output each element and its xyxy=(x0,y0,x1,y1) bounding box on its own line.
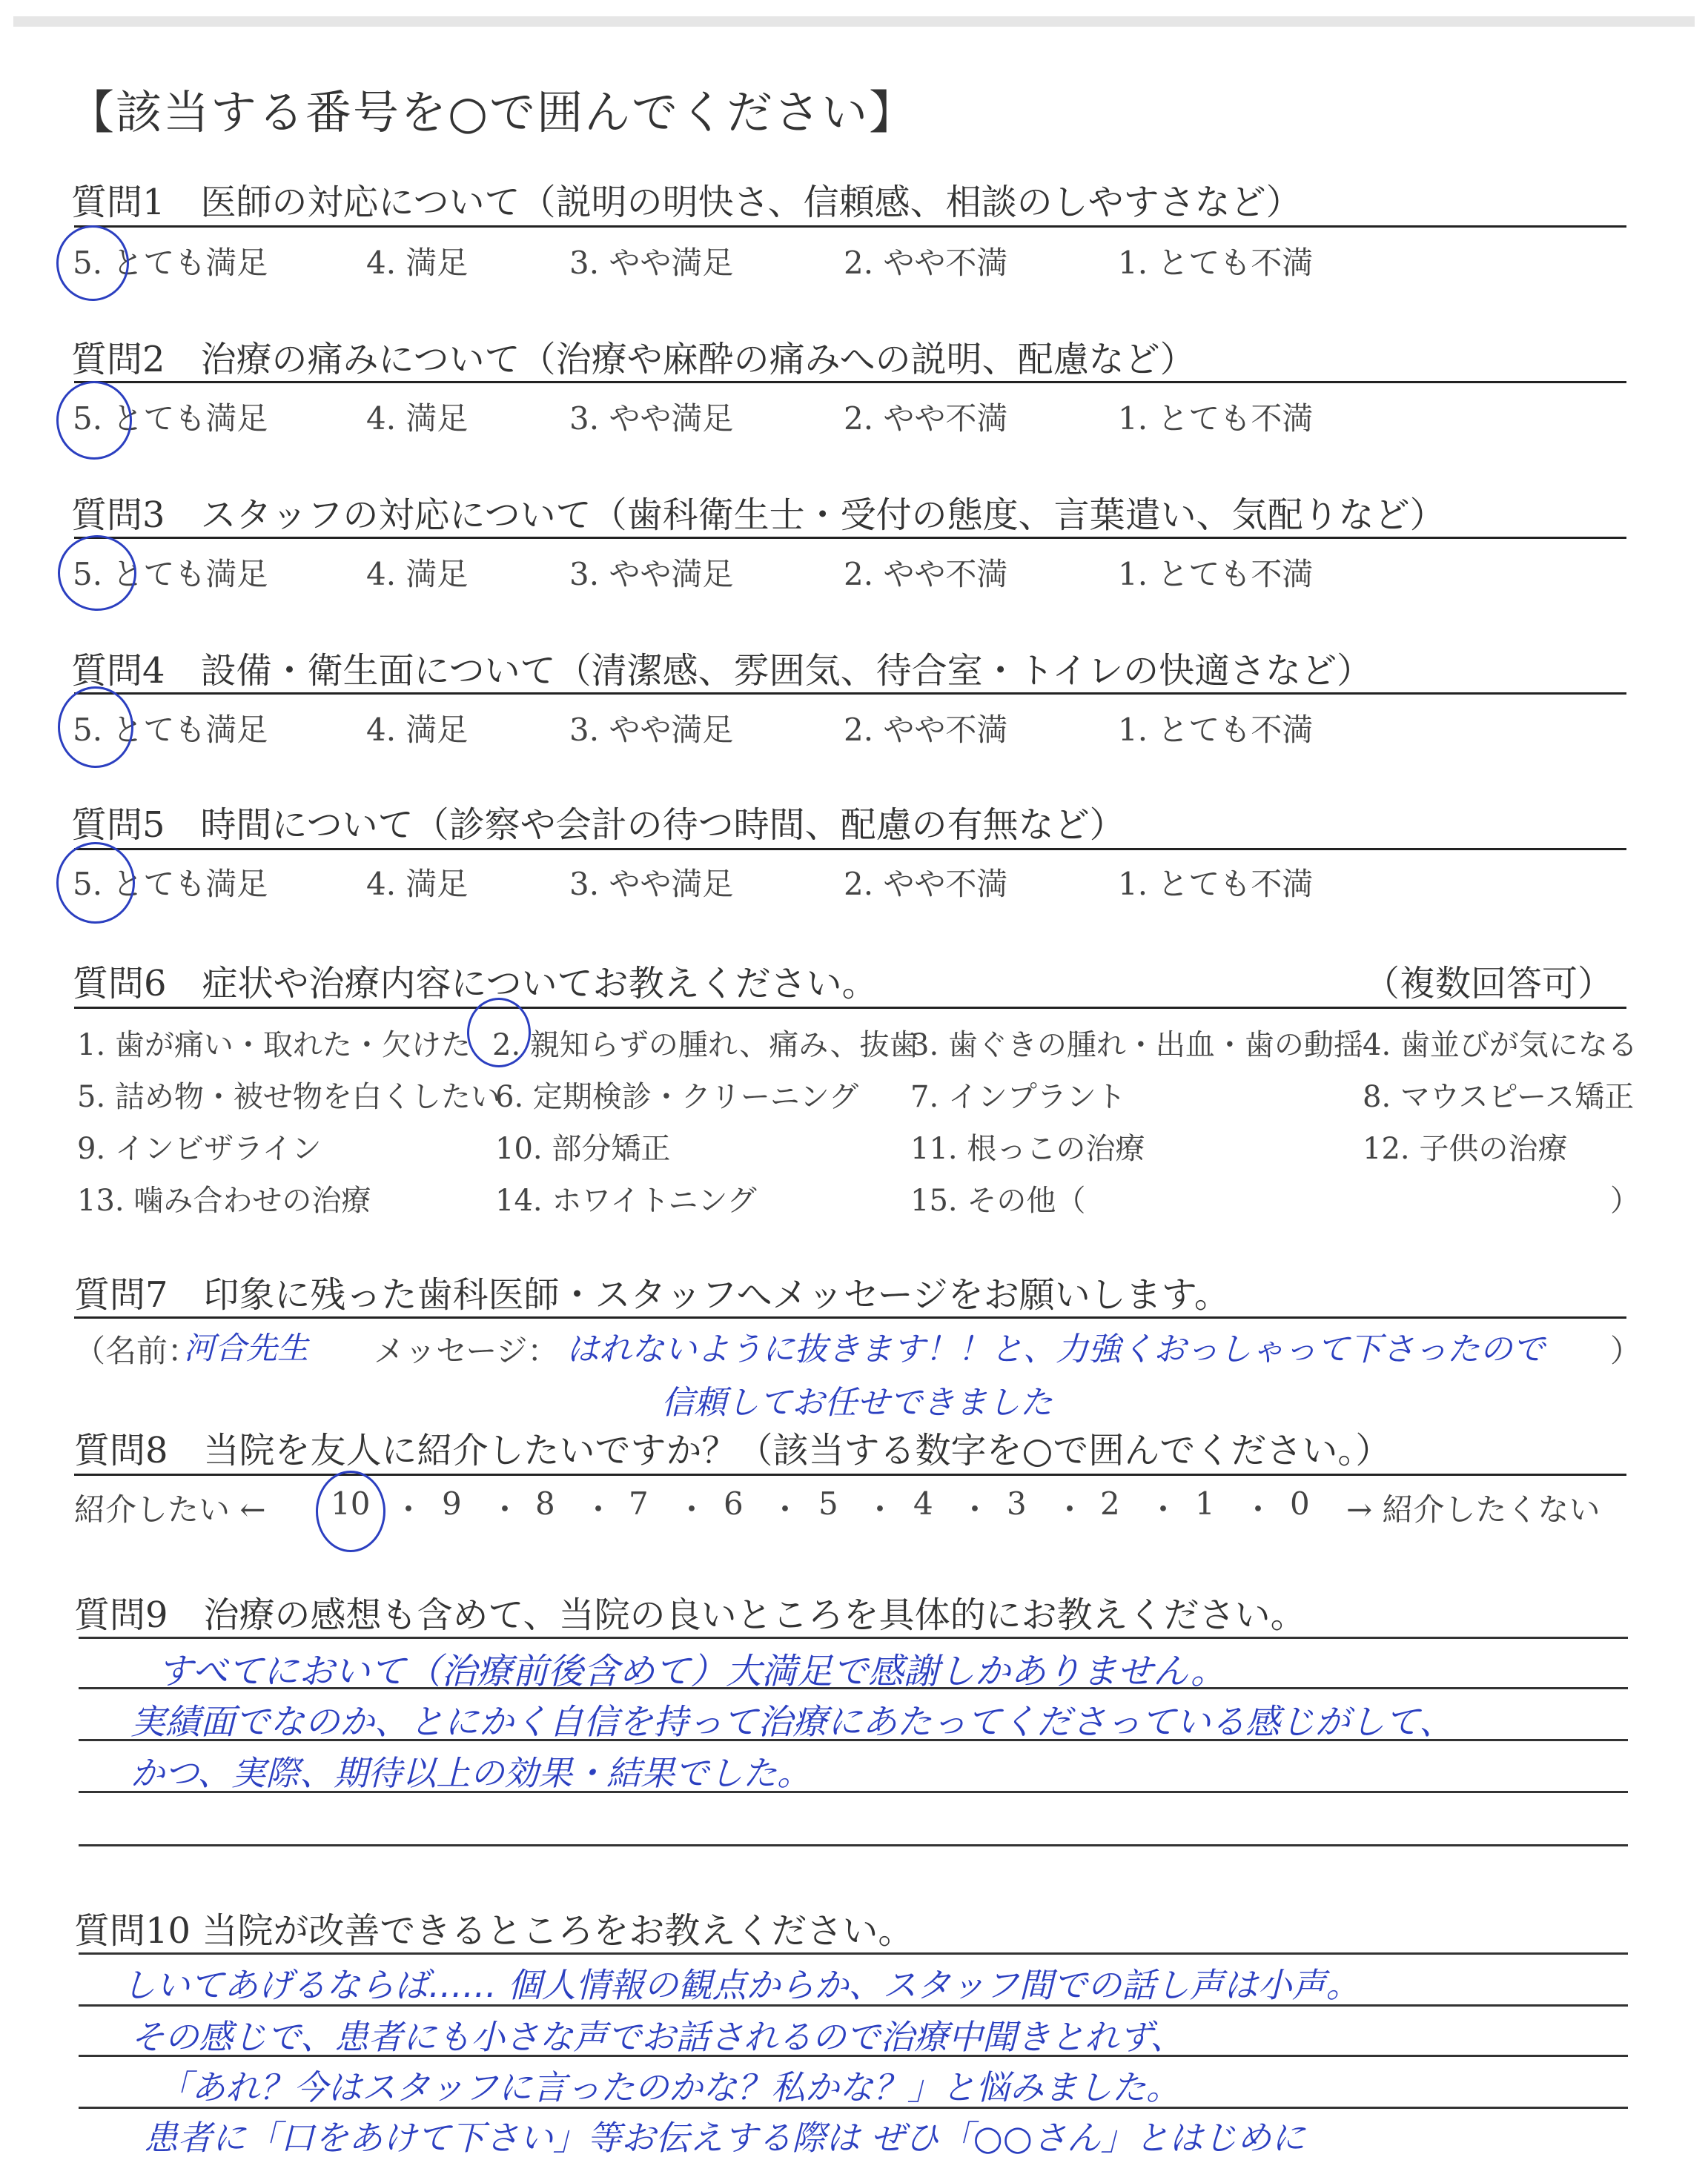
question-title: 質問3 スタッフの対応について（歯科衛生士・受付の態度、言葉遣い、気配りなど） xyxy=(71,494,1446,536)
option-5[interactable]: 5. とても満足 xyxy=(73,712,268,748)
option-2[interactable]: 2. やや不満 xyxy=(844,556,1008,592)
scale-dot: ・ xyxy=(489,1491,521,1528)
recommend-right-label: → 紹介したくない xyxy=(1346,1491,1601,1528)
option-2[interactable]: 2. やや不満 xyxy=(844,866,1008,902)
option-2[interactable]: 2. やや不満 xyxy=(844,245,1008,281)
option-3[interactable]: 3. やや満足 xyxy=(569,245,734,281)
symptom-option[interactable]: 15. その他（ xyxy=(910,1184,1086,1218)
symptom-option[interactable]: 1. 歯が痛い・取れた・欠けた xyxy=(77,1028,471,1062)
question-title: 質問6 症状や治療内容についてお教えください。 xyxy=(73,963,878,1004)
option-2[interactable]: 2. やや不満 xyxy=(844,400,1008,437)
question-title: 質問1 医師の対応について（説明の明快さ、信頼感、相談のしやすさなど） xyxy=(71,182,1302,223)
divider xyxy=(74,692,1626,695)
symptom-option[interactable]: 2. 親知らずの腫れ、痛み、抜歯 xyxy=(492,1028,919,1062)
symptom-option[interactable]: 4. 歯並びが気になる xyxy=(1363,1028,1638,1062)
answer-handwriting-line[interactable]: かつ、実際、期待以上の効果・結果でした。 xyxy=(130,1753,812,1793)
scale-3[interactable]: 3 xyxy=(1007,1485,1027,1522)
answer-circle xyxy=(467,998,531,1067)
scale-dot: ・ xyxy=(393,1491,425,1528)
answer-line xyxy=(79,1637,1628,1639)
message-label: メッセージ： xyxy=(374,1333,559,1369)
divider xyxy=(74,1007,1626,1009)
answer-line xyxy=(79,1844,1628,1846)
option-5[interactable]: 5. とても満足 xyxy=(73,556,268,592)
option-3[interactable]: 3. やや満足 xyxy=(569,556,734,592)
answer-handwriting-line[interactable]: すべてにおいて（治療前後含めて）大満足で感謝しかありません。 xyxy=(157,1651,1226,1692)
question-title: 質問4 設備・衛生面について（清潔感、雰囲気、待合室・トイレの快適さなど） xyxy=(71,650,1373,692)
scale-8[interactable]: 8 xyxy=(535,1485,555,1522)
scale-2[interactable]: 2 xyxy=(1100,1485,1120,1522)
symptom-option[interactable]: 9. インビザライン xyxy=(77,1132,322,1166)
option-5[interactable]: 5. とても満足 xyxy=(73,245,268,281)
question-title: 質問9 治療の感想も含めて、当院の良いところを具体的にお教えください。 xyxy=(74,1594,1306,1636)
option-1[interactable]: 1. とても不満 xyxy=(1118,866,1314,902)
option-3[interactable]: 3. やや満足 xyxy=(569,866,734,902)
recommend-left-label: 紹介したい ← xyxy=(74,1491,266,1528)
scale-dot: ・ xyxy=(1054,1491,1086,1528)
answer-line xyxy=(79,1952,1628,1955)
scale-dot: ・ xyxy=(769,1491,801,1528)
scale-dot: ・ xyxy=(864,1491,896,1528)
scale-9[interactable]: 9 xyxy=(442,1485,462,1522)
question-title: 質問5 時間について（診察や会計の待つ時間、配慮の有無など） xyxy=(71,804,1125,846)
symptom-option[interactable]: 12. 子供の治療 xyxy=(1363,1132,1568,1166)
option-1[interactable]: 1. とても不満 xyxy=(1118,245,1314,281)
answer-handwriting-line[interactable]: その感じで、患者にも小さな声でお話されるので治療中聞きとれず、 xyxy=(130,2017,1185,2057)
divider xyxy=(74,1316,1626,1319)
divider xyxy=(74,381,1626,383)
option-1[interactable]: 1. とても不満 xyxy=(1118,556,1314,592)
option-3[interactable]: 3. やや満足 xyxy=(569,712,734,748)
scale-dot: ・ xyxy=(1242,1491,1274,1528)
answer-circle xyxy=(58,686,133,768)
question-title: 質問8 当院を友人に紹介したいですか？（該当する数字を○で囲んでください。） xyxy=(74,1430,1391,1471)
question-title: 質問2 治療の痛みについて（治療や麻酔の痛みへの説明、配慮など） xyxy=(71,339,1196,380)
scale-7[interactable]: 7 xyxy=(629,1485,649,1522)
option-4[interactable]: 4. 満足 xyxy=(366,400,469,437)
symptom-option[interactable]: 5. 詰め物・被せ物を白くしたい xyxy=(77,1080,500,1114)
symptom-option[interactable]: 7. インプラント xyxy=(910,1080,1126,1114)
scale-dot: ・ xyxy=(1148,1491,1179,1528)
option-4[interactable]: 4. 満足 xyxy=(366,712,469,748)
divider xyxy=(74,225,1626,228)
option-4[interactable]: 4. 満足 xyxy=(366,556,469,592)
symptom-option[interactable]: 3. 歯ぐきの腫れ・出血・歯の動揺 xyxy=(910,1028,1363,1062)
option-1[interactable]: 1. とても不満 xyxy=(1118,712,1314,748)
answer-circle xyxy=(56,225,129,301)
page-top-edge xyxy=(13,16,1695,27)
answer-circle xyxy=(56,842,135,924)
answer-handwriting-line[interactable]: 「あれ？今はスタッフに言ったのかな？私かな？」と悩みました。 xyxy=(157,2067,1180,2107)
scale-0[interactable]: 0 xyxy=(1290,1485,1310,1522)
scale-4[interactable]: 4 xyxy=(913,1485,933,1522)
scale-dot: ・ xyxy=(676,1491,708,1528)
other-close-paren: ） xyxy=(1610,1184,1640,1218)
answer-circle xyxy=(56,381,132,460)
option-2[interactable]: 2. やや不満 xyxy=(844,712,1008,748)
answer-circle xyxy=(58,535,136,611)
answer-handwriting-line[interactable]: 患者に「口をあけて下さい」等お伝えする際は ぜひ「○○さん」とはじめに xyxy=(144,2118,1305,2158)
option-3[interactable]: 3. やや満足 xyxy=(569,400,734,437)
option-4[interactable]: 4. 満足 xyxy=(366,866,469,902)
symptom-option[interactable]: 6. 定期検診・クリーニング xyxy=(495,1080,859,1114)
name-handwriting[interactable]: 河合先生 xyxy=(184,1330,309,1366)
page-title: 【該当する番号を○で囲んでください】 xyxy=(68,85,917,139)
divider xyxy=(74,537,1626,539)
option-5[interactable]: 5. とても満足 xyxy=(73,400,268,437)
symptom-option[interactable]: 10. 部分矯正 xyxy=(495,1132,671,1166)
symptom-option[interactable]: 8. マウスピース矯正 xyxy=(1363,1080,1635,1114)
scale-1[interactable]: 1 xyxy=(1195,1485,1215,1522)
scale-dot: ・ xyxy=(959,1491,991,1528)
message-close-paren: ） xyxy=(1610,1333,1642,1369)
option-1[interactable]: 1. とても不満 xyxy=(1118,400,1314,437)
scale-6[interactable]: 6 xyxy=(724,1485,744,1522)
scale-10[interactable]: 10 xyxy=(331,1485,371,1522)
divider xyxy=(74,1474,1626,1476)
symptom-option[interactable]: 13. 噛み合わせの治療 xyxy=(77,1184,371,1218)
symptom-option[interactable]: 11. 根っこの治療 xyxy=(910,1132,1145,1166)
name-label: （名前： xyxy=(74,1333,199,1369)
divider xyxy=(74,848,1626,850)
answer-handwriting-line[interactable]: しいてあげるならば…… 個人情報の観点からか、スタッフ間での話し声は小声。 xyxy=(122,1965,1360,2005)
question-title: 質問7 印象に残った歯科医師・スタッフへメッセージをお願いします。 xyxy=(74,1274,1230,1316)
multiple-answer-note: （複数回答可） xyxy=(1364,963,1614,1004)
answer-handwriting-line[interactable]: 実績面でなのか、とにかく自信を持って治療にあたってくださっている感じがして、 xyxy=(130,1702,1454,1743)
symptom-option[interactable]: 14. ホワイトニング xyxy=(495,1184,757,1218)
message-handwriting-line2[interactable]: 信頼してお任せできました xyxy=(661,1384,1053,1422)
option-4[interactable]: 4. 満足 xyxy=(366,245,469,281)
question-title: 質問10 当院が改善できるところをお教えください。 xyxy=(74,1910,914,1952)
message-handwriting-line1[interactable]: はれないように抜きます！！と、力強くおっしゃって下さったので xyxy=(566,1331,1545,1368)
scale-5[interactable]: 5 xyxy=(818,1485,838,1522)
answer-circle xyxy=(316,1471,385,1552)
scale-dot: ・ xyxy=(583,1491,615,1528)
option-5[interactable]: 5. とても満足 xyxy=(73,866,268,902)
